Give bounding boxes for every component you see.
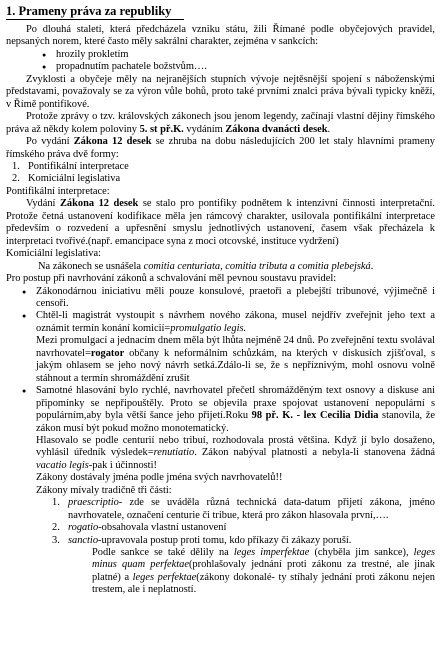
list-item: ● Zákonodárnou iniciativu měli pouze konsulové, praetoři a plebejští tribunové, výjimečně i censoři.	[36, 286, 435, 311]
origin-paragraph: Protože zprávy o tzv. královských zákonech jsou jenom legendy, začínají vlastní dějiny římského práva až někdy kolem poloviny 5. st př.K. vydáním Zákona dvanácti desek.	[6, 111, 435, 135]
sources-paragraph: Po vydání Zákona 12 desek se zhruba na dobu následujících 200 let staly hlavními prameny římského práva dvě formy:	[6, 136, 435, 160]
list-item: 1. praescriptio- zde se uváděla různá technická data-datum přijetí zákona, jméno navrhovatele, označení centurie či tribue, která pro zákon hlasovala první,….	[52, 497, 435, 521]
pontifical-paragraph: Vydání Zákona 12 desek se stalo pro pontifiky podnětem k intenzivní činnosti interpretační. Protože četná ustanovení kodifikace měla jen rámcový charakter, usilovala pontifikální interpretace především o rozvedení a upřesnění smyslu jednotlivých ustanovení, časem však přecházela k interpretaci tvořivé.(např. emancipace syna z moci otcovské, instituce vydržení)	[6, 198, 435, 247]
rules-list	[6, 286, 435, 473]
section-heading-pontifical: Pontifikální interpretace:	[6, 185, 110, 197]
list-item: ● Samotné hlasování bylo rychlé, navrhovatel přečetl shromážděným text osnovy a diskuse ani připomínky se nepřipouštěly. Proto se objevila praxe spojovat ustanovení nepopulární s populárním,aby byla větší šance jeho přijetí.Roku 98 př. K. - lex Cecilia Didia stanovila, že zákon musí být pokud možno monotematický. Hlasovalo se podle centurií nebo tribuí, rozhodovala prostá většina. Když jí bylo dosaženo, vyhlásil úředník výsledek=renutiatio. Zákon nabýval platnosti a nebyla-li stanovena žádná vacatio legis-pak i účinnosti!	[36, 385, 435, 472]
comitia-paragraph: Na zákonech se usnášela comitia centuriata, comitia tributa a comitia plebejská.	[38, 260, 374, 272]
section-heading-comitial: Komiciální legislativa:	[6, 248, 101, 260]
names-paragraph: Zákony dostávaly jména podle jména svých navrhovatelů!!	[36, 472, 283, 484]
parts-heading: Zákony mívaly tradičně tři části:	[36, 484, 172, 496]
forms-list	[6, 161, 435, 186]
procedure-paragraph: Pro postup při navrhování zákonů a schvalování měl pevnou soustavu pravidel:	[6, 273, 337, 285]
list-item: ● Chtěl-li magistrát vystoupit s návrhem nového zákona, musel nejdřív zveřejnit jeho text a oznámit termín konání komicií=promulgatio legis. Mezi promulgací a jednacím dnem měla být lhůta nejméně 24 dnů. Po zveřejnění textu svolával navrhovatel=rogator občany k neformálním schůzkám, na kterých v diskusích zjišťoval, s jakým ohlasem se jeho nový návrh setká.Zdálo-li se, že s nepříznivým, mohl osnovu volně stáhnout a termín shromáždění zrušit	[36, 310, 435, 385]
list-item: ● propadnutím pachatele božstvům….	[56, 61, 435, 73]
list-item: ● hrozily prokletím	[56, 49, 435, 61]
intro-paragraph: Po dlouhá staletí, která předcházela vzniku státu, žili Římané podle obyčejových pravidel, nepsaných norem, které často měly sakrální charakter, zejména v sankcích:	[6, 24, 435, 48]
custom-paragraph: Zvyklosti a obyčeje měly na nejranějších stupních vývoje nejtěsnější spojení s náboženskými představami, považovaly se za výron vůle bohů, proto také prvními znalci práva bývali typicky kněží, v Římě pontifikové.	[6, 73, 435, 110]
list-item: 1. Pontifikální interpretace	[12, 160, 129, 172]
list-item: 2. rogatio-obsahovala vlastní ustanovení	[52, 522, 227, 534]
sanctions-list	[6, 49, 435, 74]
parts-list	[6, 497, 435, 547]
page-title: 1. Prameny práva za republiky	[6, 4, 184, 20]
list-item: 3. sanctio-upravovala postup proti tomu, kdo příkazy či zákazy poruší.	[52, 534, 352, 546]
sanction-types-paragraph: Podle sankce se také dělily na leges imperfektae (chyběla jim sankce), leges minus quam perfektae(prohlašovaly jednání proti zákonu za trestné, ale jinak platné) a leges perfektae(zákony dokonalé- ty stíhaly jednání proti zákonu nejen trestem, ale i neplatností.	[92, 547, 436, 596]
list-item: 2. Komiciální legislativa	[12, 173, 121, 185]
